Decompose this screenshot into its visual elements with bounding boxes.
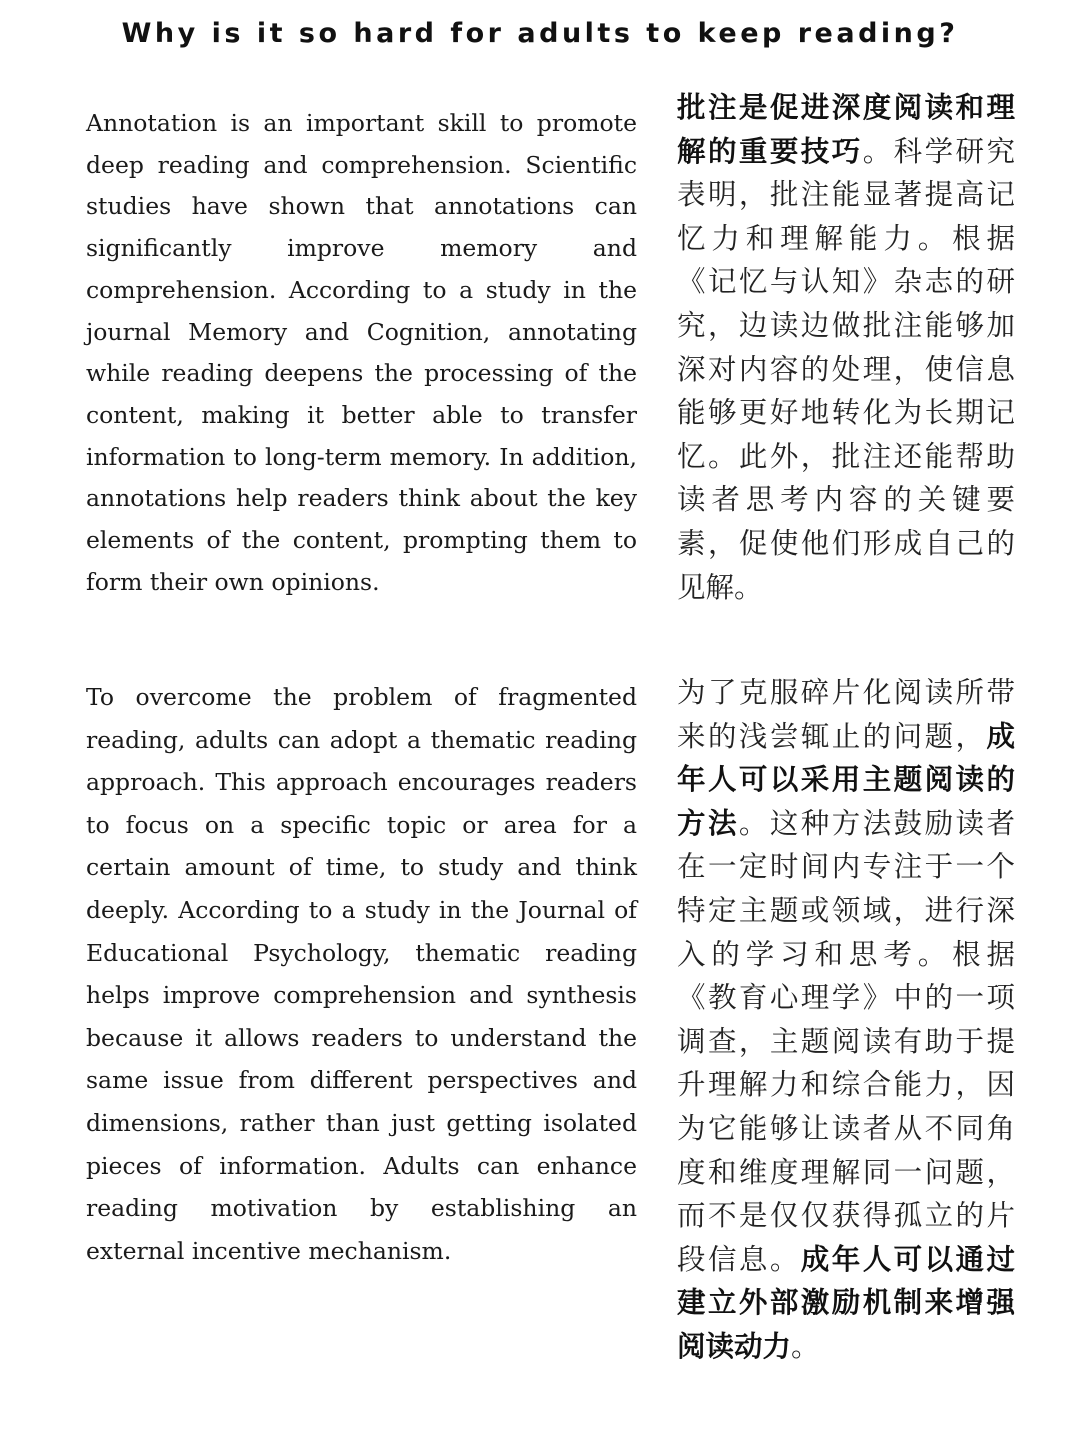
section1-chinese-paragraph [677, 86, 1015, 609]
section2-chinese-bold-text-2: 成年人可以通过建立外部激励机制来增强阅读动力 [677, 1242, 1015, 1363]
section1-chinese-text: 。科学研究表明，批注能显著提高记忆力和理解能力。根据《记忆与认知》杂志的研究，边读边做批注能够加深对内容的处理，使信息能够更好地转化为长期记忆。此外，批注还能帮助读者思考内容的关键要素，促使他们形成自己的见解。 [677, 134, 1015, 604]
section2-english-paragraph: To overcome the problem of fragmented reading, adults can adopt a thematic reading approach. This approach encourages readers to focus on a specific topic or area for a certain amount of time, to study and think deeply. According to a study in the Journal of Educational Psychology, thematic reading helps improve comprehension and synthesis because it allows readers to understand the same issue from different perspectives and dimensions, rather than just getting isolated pieces of information. Adults can enhance reading motivation by establishing an external incentive mechanism. [86, 683, 637, 1265]
section2-chinese-paragraph [677, 671, 1015, 1369]
section2-chinese-text-1: 为了克服碎片化阅读所带来的浅尝辄止的问题， [677, 676, 1015, 753]
section2-chinese-text-3: 。 [791, 1329, 820, 1363]
section2-chinese-bold-text-1: 成年人可以采用主题阅读的方法 [677, 719, 1015, 840]
section1-chinese-bold-text: 批注是促进深度阅读和理解的重要技巧 [677, 91, 1015, 168]
section1-english-paragraph: Annotation is an important skill to promote deep reading and comprehension. Scientific studies have shown that annotations can significantly improve memory and comprehension. According to a study in the journal Memory and Cognition, annotating while reading deepens the processing of the content, making it better able to transfer information to long-term memory. In addition, annotations help readers think about the key elements of the content, prompting them to form their own opinions. [86, 109, 637, 596]
page-title: Why is it so hard for adults to keep reading? [121, 18, 959, 49]
section2-chinese-text-2: 。这种方法鼓励读者在一定时间内专注于一个特定主题或领域，进行深入的学习和思考。根据《教育心理学》中的一项调查，主题阅读有助于提升理解力和综合能力，因为它能够让读者从不同角度和维度理解同一问题，而不是仅仅获得孤立的片段信息。 [677, 806, 1015, 1276]
